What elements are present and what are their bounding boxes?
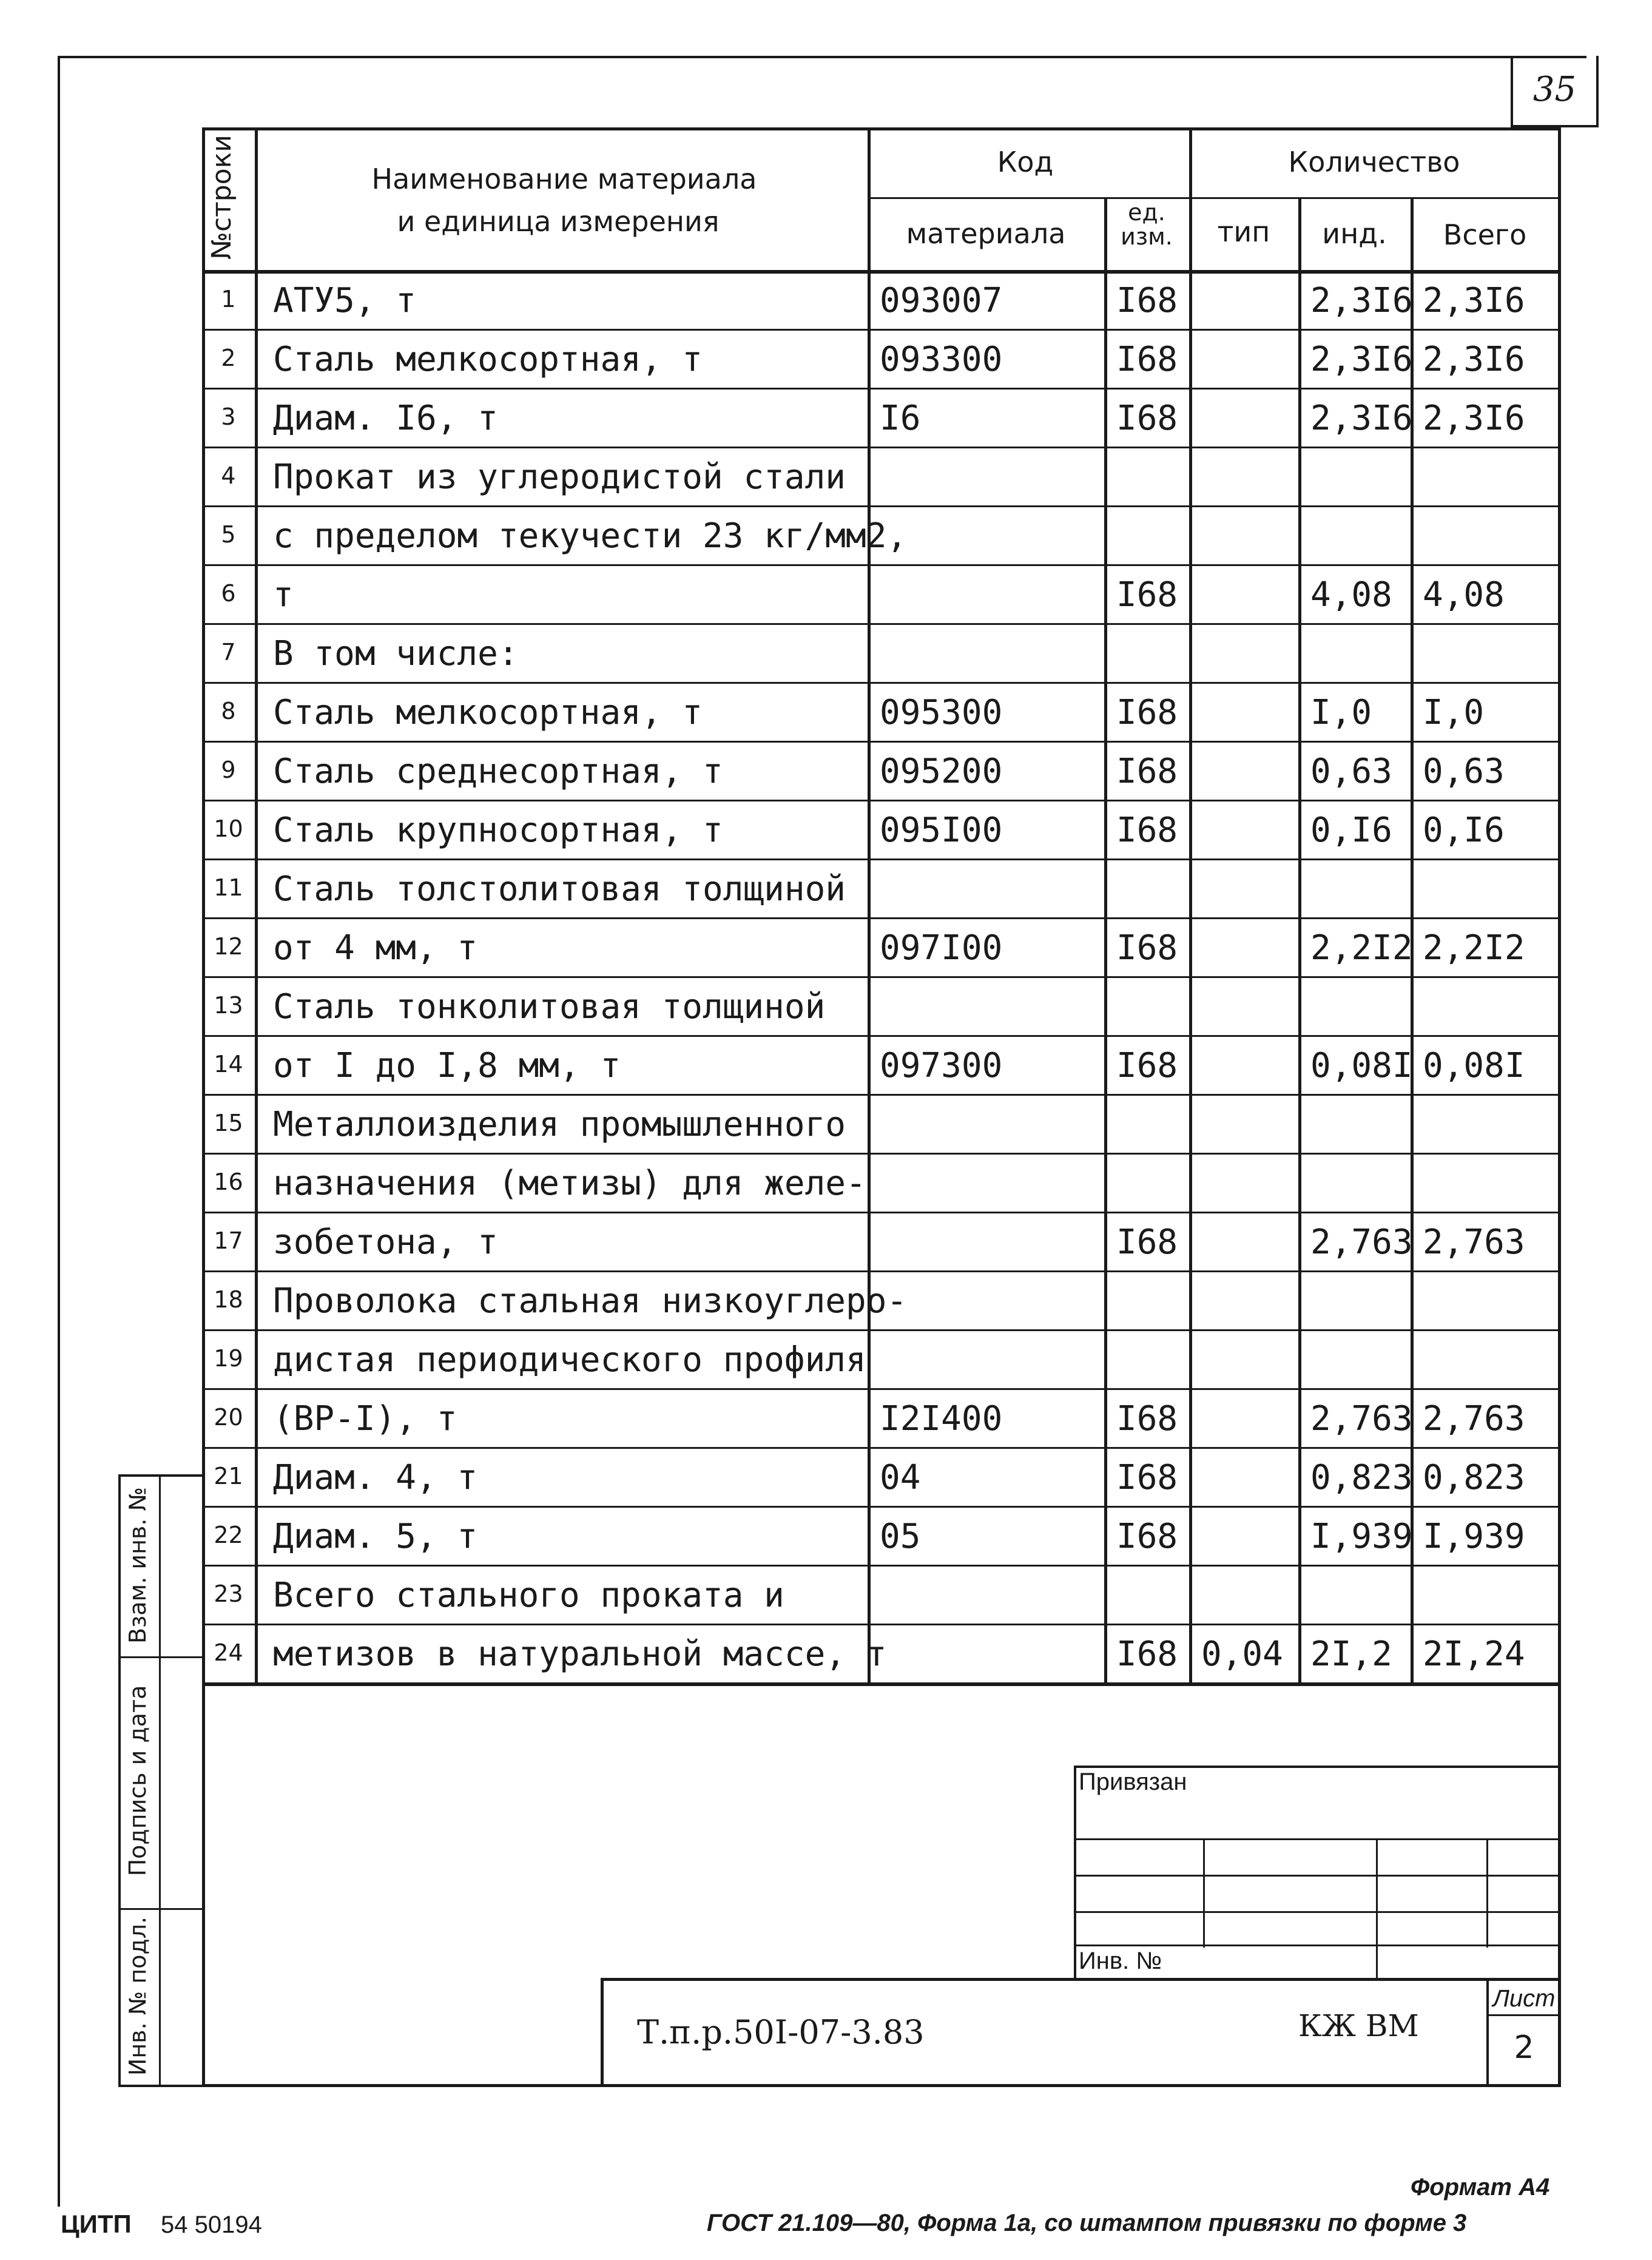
- material-name: Сталь тонколитовая толщиной: [273, 987, 826, 1027]
- row-number: 17: [214, 1227, 243, 1254]
- row-number: 6: [221, 580, 236, 607]
- cell-code: 04: [880, 1458, 921, 1497]
- material-name: т: [273, 575, 294, 615]
- header-qty-ind: инд.: [1322, 217, 1387, 250]
- footer-format: Формат А4: [1411, 2174, 1550, 2201]
- cell-ind: 0,63: [1310, 752, 1392, 791]
- cell-unit: I68: [1116, 1399, 1178, 1439]
- cell-code: 095I00: [880, 811, 1003, 850]
- cell-unit: I68: [1116, 1634, 1178, 1674]
- material-name: (ВР-I), т: [273, 1399, 457, 1439]
- cell-total: 2,2I2: [1423, 928, 1525, 968]
- material-name: назначения (метизы) для желе-: [273, 1164, 866, 1203]
- cell-unit: I68: [1116, 1517, 1178, 1556]
- cell-unit: I68: [1116, 399, 1178, 438]
- binding-stamp-vline1: [1203, 1838, 1205, 1948]
- cell-total: 4,08: [1423, 575, 1505, 615]
- row-line: [202, 1506, 1561, 1508]
- cell-total: 2,3I6: [1423, 281, 1525, 320]
- row-number: 16: [214, 1169, 243, 1195]
- row-number: 8: [221, 698, 236, 724]
- cell-ind: 2,763: [1310, 1223, 1413, 1262]
- cell-code: I2I400: [880, 1399, 1003, 1439]
- row-number: 3: [221, 403, 236, 430]
- cell-total: 0,63: [1423, 752, 1505, 791]
- material-name: Проволока стальная низкоуглеро-: [273, 1281, 908, 1321]
- row-number: 14: [214, 1051, 243, 1078]
- title-block-doc-code: Т.п.р.50I-07-3.83: [637, 2013, 925, 2051]
- side-label-podpis: Подпись и дата: [124, 1685, 151, 1877]
- cell-ind: 0,I6: [1310, 811, 1392, 850]
- cell-total: 2,3I6: [1423, 340, 1525, 379]
- row-number: 10: [214, 815, 243, 842]
- row-line: [202, 976, 1561, 978]
- row-number: 1: [221, 286, 236, 312]
- cell-ind: 2I,2: [1310, 1634, 1392, 1674]
- header-code: Код: [997, 146, 1054, 178]
- row-line: [202, 1094, 1561, 1096]
- row-number: 19: [214, 1345, 243, 1372]
- row-number: 7: [221, 639, 236, 666]
- cell-code: 095300: [880, 693, 1003, 732]
- row-line: [202, 1624, 1561, 1625]
- cell-total: 2,3I6: [1423, 399, 1525, 438]
- material-name: от I до I,8 мм, т: [273, 1046, 621, 1085]
- list-box-divider: [1486, 2014, 1561, 2016]
- cell-code: 097I00: [880, 928, 1003, 968]
- side-label-inv-podl: Инв. № подл.: [124, 1916, 151, 2076]
- row-line: [202, 623, 1561, 625]
- material-name: В том числе:: [273, 634, 519, 673]
- material-name: с пределом текучести 23 кг/мм2,: [273, 516, 908, 556]
- header-quantity: Количество: [1288, 146, 1460, 178]
- row-number: 4: [221, 462, 236, 489]
- row-line: [202, 1153, 1561, 1155]
- row-line: [202, 1447, 1561, 1449]
- header-code-material: материала: [906, 217, 1066, 250]
- cell-code: 093007: [880, 281, 1003, 320]
- table-bottom-line: [202, 1682, 1561, 1686]
- cell-type: 0,04: [1201, 1634, 1283, 1674]
- material-name: Всего стального проката и: [273, 1576, 784, 1615]
- row-line: [202, 388, 1561, 390]
- cell-total: 2I,24: [1423, 1634, 1525, 1674]
- row-line: [202, 741, 1561, 743]
- footer-org: ЦИТП: [61, 2210, 132, 2238]
- row-number: 9: [221, 757, 236, 783]
- header-qty-type: тип: [1217, 215, 1270, 248]
- cell-total: 2,763: [1423, 1399, 1525, 1439]
- row-line: [202, 682, 1561, 684]
- row-line: [202, 1270, 1561, 1272]
- row-number: 2: [221, 345, 236, 371]
- cell-unit: I68: [1116, 1223, 1178, 1262]
- cell-total: I,939: [1423, 1517, 1525, 1556]
- cell-unit: I68: [1116, 340, 1178, 379]
- cell-total: 2,763: [1423, 1223, 1525, 1262]
- cell-ind: 0,823: [1310, 1458, 1413, 1497]
- cell-ind: 0,08I: [1310, 1046, 1413, 1085]
- footer-order: 54 50194: [161, 2211, 262, 2238]
- cell-code: 05: [880, 1517, 921, 1556]
- row-number: 5: [221, 521, 236, 548]
- row-line: [202, 1565, 1561, 1567]
- list-label: Лист: [1492, 1985, 1556, 2012]
- row-line: [202, 1329, 1561, 1331]
- row-line: [202, 917, 1561, 919]
- material-name: Металлоизделия промышленного: [273, 1105, 846, 1144]
- cell-ind: 2,3I6: [1310, 399, 1413, 438]
- cell-unit: I68: [1116, 1458, 1178, 1497]
- row-number: 22: [214, 1522, 243, 1548]
- header-row-number: №строки: [206, 135, 237, 260]
- cell-unit: I68: [1116, 811, 1178, 850]
- row-number: 11: [214, 874, 243, 901]
- material-name: метизов в натуральной массе, т: [273, 1634, 887, 1674]
- side-stamp-divider: [159, 1474, 161, 2087]
- cell-unit: I68: [1116, 281, 1178, 320]
- material-name: Сталь среднесортная, т: [273, 752, 723, 791]
- header-mid-line: [868, 197, 1561, 199]
- binding-stamp-inv: Инв. №: [1079, 1948, 1162, 1974]
- binding-stamp-title: Привязан: [1079, 1769, 1187, 1795]
- row-number: 18: [214, 1286, 243, 1313]
- material-name: Сталь мелкосортная, т: [273, 693, 703, 732]
- header-name-line1: Наименование материала: [371, 163, 757, 195]
- row-number: 24: [214, 1639, 243, 1666]
- cell-unit: I68: [1116, 928, 1178, 968]
- header-code-unit: ед. изм.: [1121, 199, 1173, 250]
- row-number: 23: [214, 1580, 243, 1607]
- cell-unit: I68: [1116, 693, 1178, 732]
- material-name: Диам. 5, т: [273, 1517, 478, 1556]
- cell-unit: I68: [1116, 1046, 1178, 1085]
- row-number: 21: [214, 1463, 243, 1489]
- header-qty-total: Всего: [1443, 218, 1527, 251]
- cell-code: 093300: [880, 340, 1003, 379]
- row-line: [202, 505, 1561, 507]
- cell-ind: 2,2I2: [1310, 928, 1413, 968]
- material-name: Сталь мелкосортная, т: [273, 340, 703, 379]
- cell-ind: 2,763: [1310, 1399, 1413, 1439]
- row-line: [202, 564, 1561, 566]
- row-line: [202, 1388, 1561, 1390]
- cell-ind: 2,3I6: [1310, 281, 1413, 320]
- row-number: 12: [214, 933, 243, 960]
- row-number: 13: [214, 992, 243, 1019]
- cell-total: 0,08I: [1423, 1046, 1525, 1085]
- row-line: [202, 1212, 1561, 1213]
- title-block-doc-mark: КЖ ВМ: [1298, 2008, 1419, 2043]
- binding-stamp-vline2: [1376, 1838, 1378, 1978]
- cell-ind: I,939: [1310, 1517, 1413, 1556]
- cell-total: I,0: [1423, 693, 1485, 732]
- cell-code: I6: [880, 399, 921, 438]
- list-value: 2: [1514, 2029, 1534, 2066]
- material-name: Диам. 4, т: [273, 1458, 478, 1497]
- material-name: Прокат из углеродистой стали: [273, 457, 846, 497]
- row-line: [202, 1035, 1561, 1037]
- row-number: 15: [214, 1110, 243, 1136]
- material-name: зобетона, т: [273, 1223, 498, 1262]
- material-name: АТУ5, т: [273, 281, 417, 320]
- material-name: дистая периодического профиля: [273, 1340, 866, 1380]
- row-line: [202, 447, 1561, 448]
- material-name: Сталь крупносортная, т: [273, 811, 723, 850]
- side-label-vzam: Взам. инв. №: [124, 1487, 151, 1644]
- header-name-line2: и единица измерения: [397, 205, 720, 238]
- cell-total: 0,823: [1423, 1458, 1525, 1497]
- cell-ind: 4,08: [1310, 575, 1392, 615]
- row-line: [202, 800, 1561, 801]
- cell-total: 0,I6: [1423, 811, 1505, 850]
- cell-code: 095200: [880, 752, 1003, 791]
- footer-gost: ГОСТ 21.109—80, Форма 1а, со штампом привязки по форме 3: [707, 2210, 1467, 2236]
- cell-unit: I68: [1116, 752, 1178, 791]
- row-line: [202, 858, 1561, 860]
- material-name: Сталь толстолитовая толщиной: [273, 869, 846, 909]
- cell-ind: 2,3I6: [1310, 340, 1413, 379]
- cell-unit: I68: [1116, 575, 1178, 615]
- row-number: 20: [214, 1404, 243, 1431]
- cell-ind: I,0: [1310, 693, 1372, 732]
- cell-code: 097300: [880, 1046, 1003, 1085]
- row-line: [202, 329, 1561, 331]
- material-name: Диам. I6, т: [273, 399, 498, 438]
- page-number: 35: [1532, 70, 1577, 109]
- material-name: от 4 мм, т: [273, 928, 478, 968]
- binding-stamp-vline3: [1486, 1838, 1488, 1948]
